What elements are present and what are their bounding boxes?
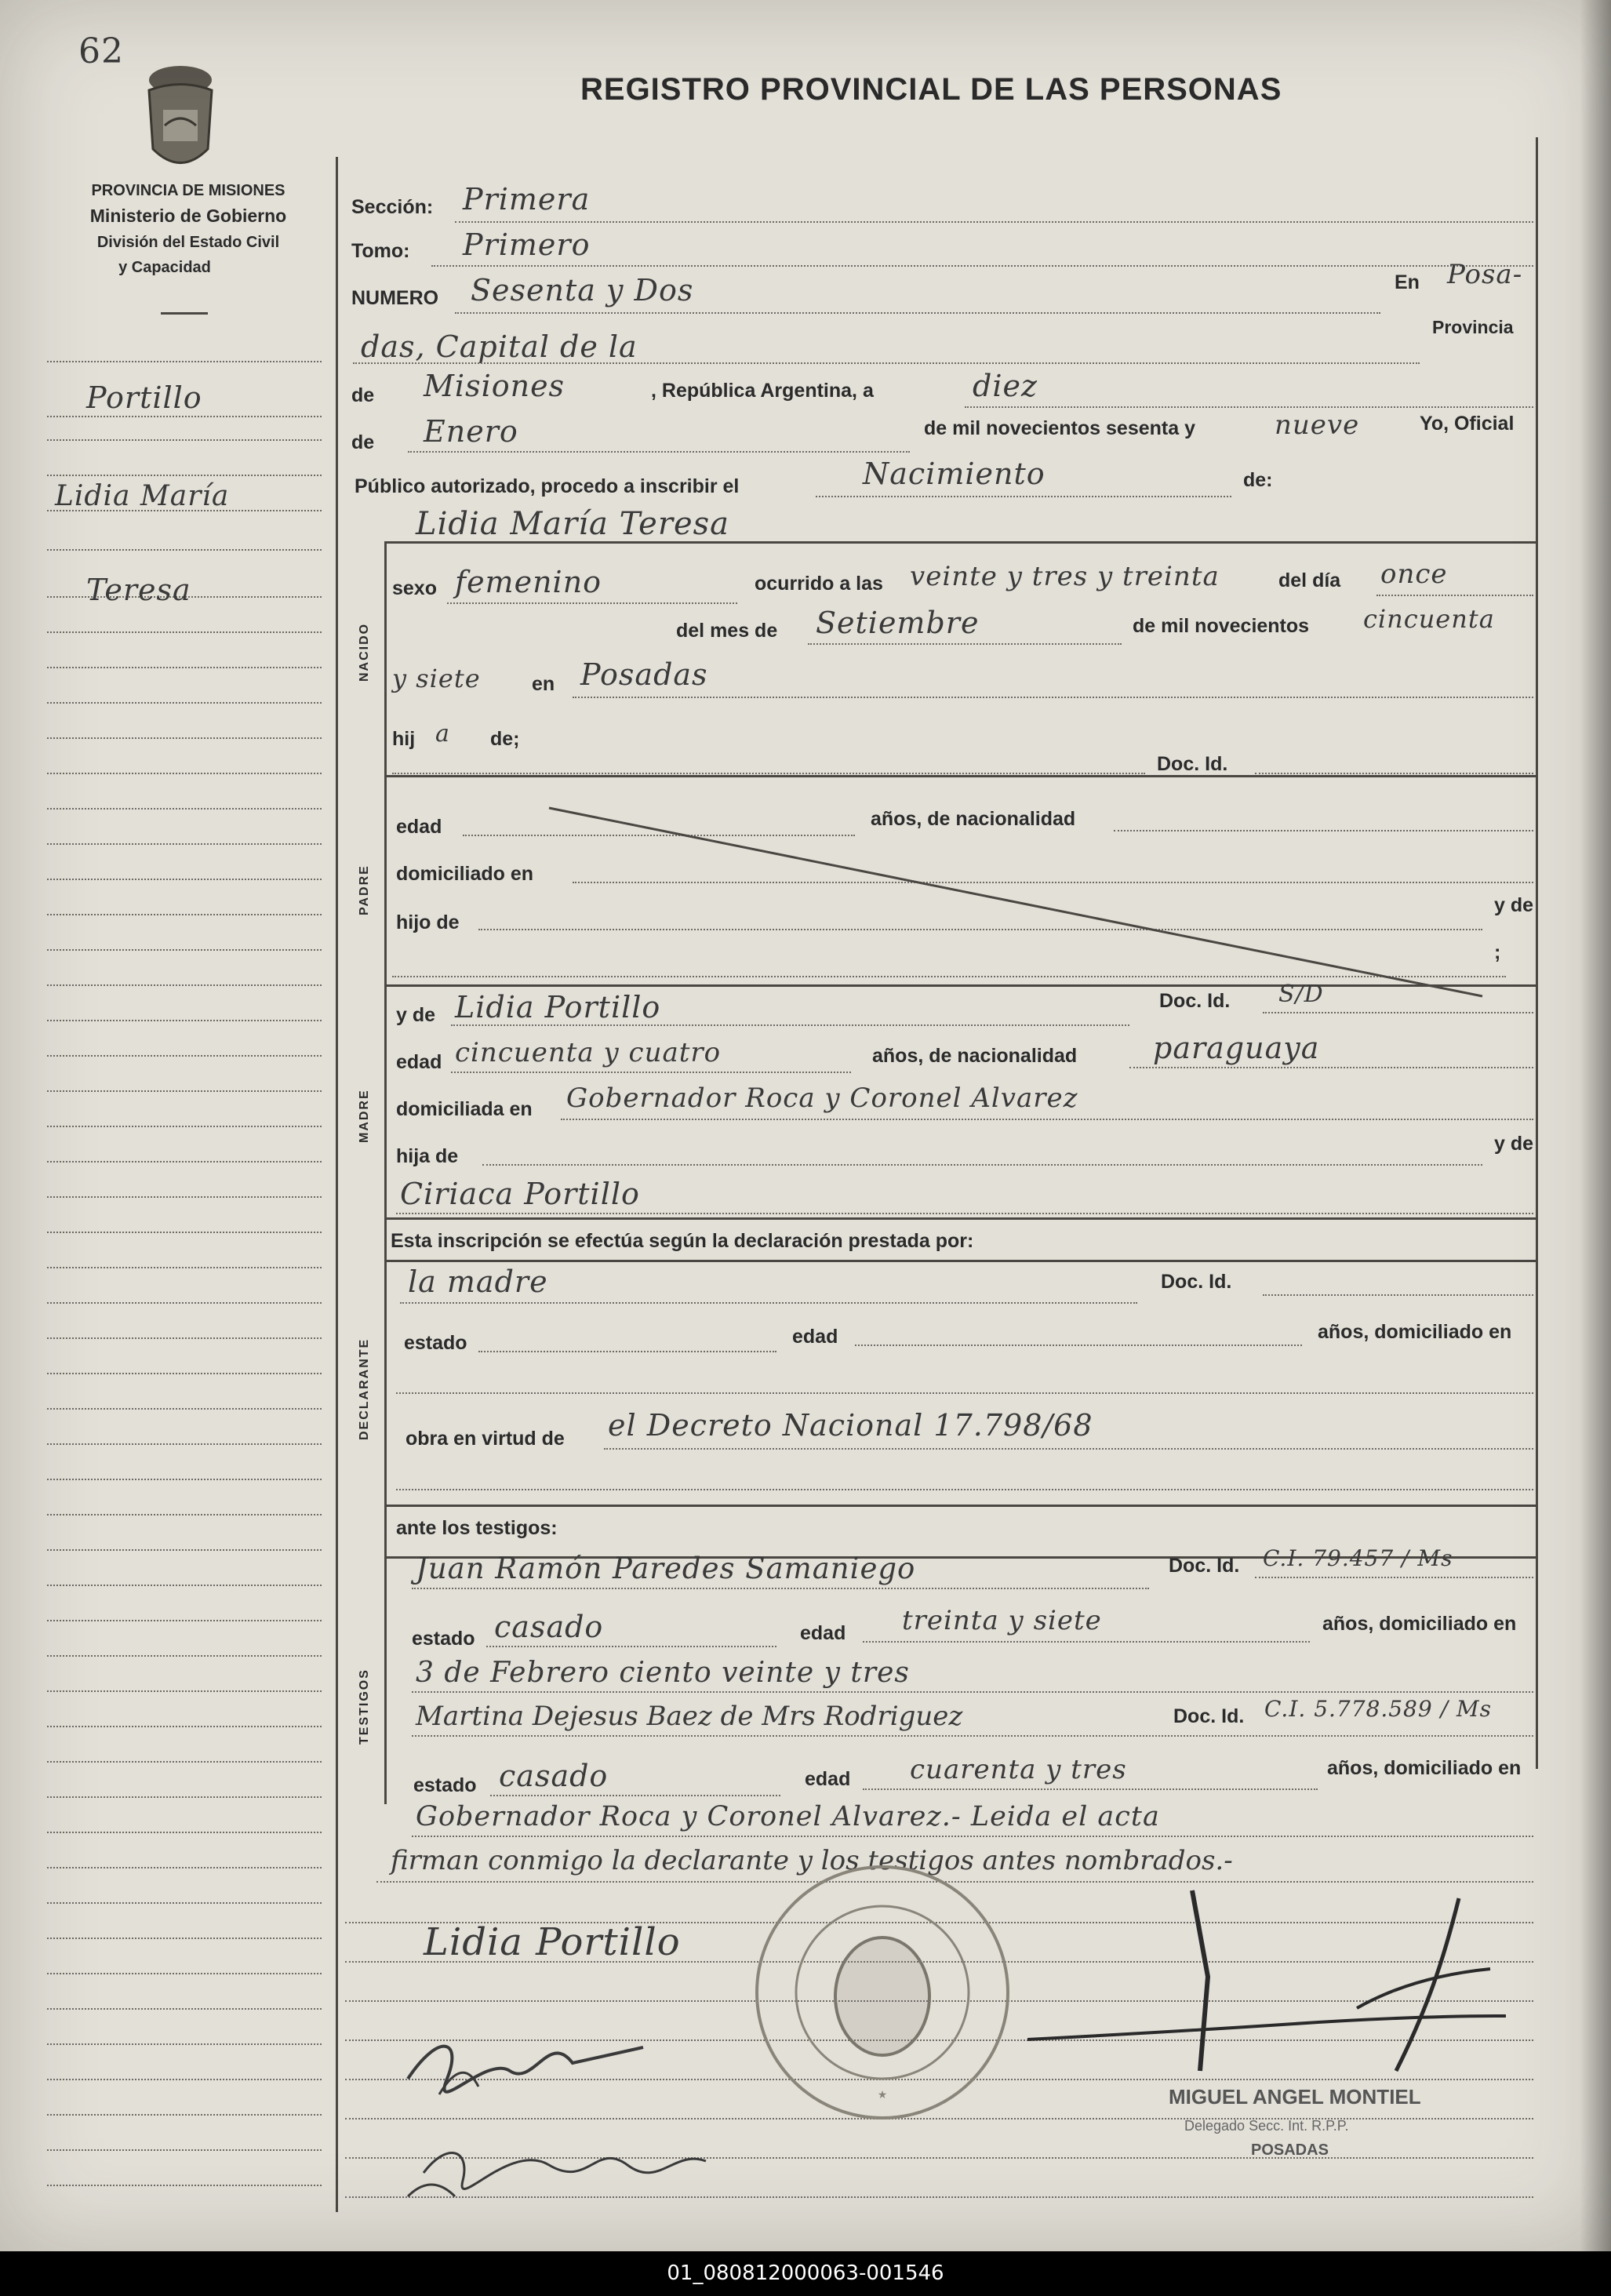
madre-edad-value: cincuenta y cuatro: [455, 1037, 722, 1068]
testigo1-edad-value: treinta y siete: [902, 1605, 1102, 1636]
anio-nac-2-value: y siete: [392, 664, 481, 693]
ministry-name: Ministerio de Gobierno: [89, 206, 287, 226]
page-edge-shadow: [1580, 0, 1611, 2251]
witness-signatures: [392, 2008, 753, 2212]
padre-edad-label: edad: [396, 816, 442, 838]
testigo1-estado-value: casado: [494, 1610, 604, 1644]
section-divider: [384, 1217, 1536, 1220]
yo-oficial-label: Yo, Oficial: [1420, 413, 1515, 435]
main-left-border: [336, 157, 338, 2212]
sexo-value: femenino: [455, 565, 602, 599]
t2-edad-label: edad: [805, 1768, 851, 1790]
padre-hijo-label: hijo de: [396, 911, 460, 933]
provincia-value: Misiones: [424, 369, 565, 403]
dia-nac-value: once: [1380, 559, 1448, 590]
obra-virtud-value: el Decreto Nacional 17.798/68: [608, 1408, 1093, 1443]
seccion-label: Sección:: [351, 196, 434, 218]
section-divider: [384, 984, 1536, 987]
de-label: de: [351, 384, 375, 406]
padre-nac-label: años, de nacionalidad: [871, 808, 1076, 830]
madre-y-de2-label: y de: [1494, 1133, 1534, 1155]
doc-id-label-5: Doc. Id.: [1173, 1705, 1245, 1727]
madre-dom-value: Gobernador Roca y Coronel Alvarez: [566, 1083, 1078, 1114]
numero-value: Sesenta y Dos: [471, 273, 694, 307]
en2-label: en: [532, 673, 555, 695]
madre-dom-label: domiciliada en: [396, 1098, 533, 1120]
t2-estado-label: estado: [413, 1774, 477, 1796]
anio-nac-1-value: cincuenta: [1363, 604, 1495, 634]
division-name: División del Estado Civil: [96, 234, 280, 251]
testigo1-doc-value: C.I. 79.457 / Ms: [1263, 1545, 1453, 1571]
tomo-value: Primero: [463, 227, 591, 262]
province-name: PROVINCIA DE MISIONES: [91, 182, 285, 199]
cierre-value: firman conmigo la declarante y los testigos antes nombrados.-: [391, 1845, 1233, 1876]
hora-value: veinte y tres y treinta: [910, 561, 1220, 592]
page-number: 62: [78, 31, 124, 71]
svg-text:★: ★: [877, 2089, 888, 2101]
madre-edad-label: edad: [396, 1051, 442, 1073]
page-title: REGISTRO PROVINCIAL DE LAS PERSONAS: [580, 72, 1282, 107]
padre-semicolon: ;: [1494, 941, 1501, 963]
margin-surname: Portillo: [86, 380, 202, 415]
city-value: das, Capital de la: [361, 329, 638, 364]
t1-anos-label: años, domiciliado en: [1322, 1613, 1517, 1635]
official-city: POSADAS: [1251, 2141, 1329, 2159]
section-divider: [384, 1505, 1536, 1507]
mes-value: Enero: [424, 414, 518, 449]
testigo2-edad-value: cuarenta y tres: [910, 1754, 1127, 1785]
t1-estado-label: estado: [412, 1628, 475, 1650]
official-signature: [1020, 1883, 1522, 2118]
madre-side-label: MADRE: [358, 1089, 371, 1143]
publico-label: Público autorizado, procedo a inscribir el: [355, 475, 740, 497]
de-mil-nov-label: de mil novecientos: [1133, 615, 1310, 637]
testigo1-dom-value: 3 de Febrero ciento veinte y tres: [416, 1657, 910, 1689]
decl-edad-label: edad: [792, 1326, 838, 1348]
testigos-side-label: TESTIGOS: [358, 1668, 371, 1745]
provincia-label: Provincia: [1432, 317, 1514, 337]
mil-novecientos-label: de mil novecientos sesenta y: [924, 417, 1195, 439]
declarante-value: la madre: [408, 1264, 548, 1299]
mes-nac-value: Setiembre: [816, 606, 980, 640]
en-label: En: [1395, 271, 1420, 293]
sexo-label: sexo: [392, 577, 437, 599]
madre-padre-value: Ciriaca Portillo: [400, 1177, 640, 1211]
divider: [161, 312, 208, 315]
republica-label: , República Argentina, a: [651, 380, 874, 402]
doc-id-label-4: Doc. Id.: [1169, 1555, 1240, 1577]
en-value: Posa-: [1447, 259, 1523, 290]
testigo1-value: Juan Ramón Paredes Samaniego: [416, 1552, 916, 1585]
padre-dom-label: domiciliado en: [396, 863, 534, 885]
madre-hija-label: hija de: [396, 1145, 459, 1167]
firma-madre: Lidia Portillo: [424, 1920, 681, 1964]
declarante-side-label: DECLARANTE: [358, 1337, 371, 1440]
decl-anos-label: años, domiciliado en: [1318, 1321, 1512, 1343]
official-seal-stamp: [749, 1859, 1016, 2126]
nacido-side-label: NACIDO: [358, 622, 371, 682]
margin-given-names: Lidia María: [55, 480, 230, 512]
main-right-border: [1536, 137, 1538, 1769]
de2-label: de: [351, 431, 375, 453]
acto-value: Nacimiento: [863, 457, 1046, 491]
madre-y-de-label: y de: [396, 1004, 436, 1026]
t1-edad-label: edad: [800, 1622, 846, 1644]
t2-anos-label: años, domiciliado en: [1327, 1757, 1522, 1779]
doc-id-label-1: Doc. Id.: [1157, 753, 1228, 775]
section-divider: [384, 1260, 1536, 1262]
nombre-value: Lidia María Teresa: [416, 506, 730, 542]
madre-nac-value: paraguaya: [1153, 1031, 1320, 1065]
de3-label: de:: [1243, 469, 1273, 491]
dia-value: diez: [973, 369, 1038, 403]
footer-id: 01_080812000063-001546: [0, 2251, 1611, 2296]
anio-value: nueve: [1275, 409, 1360, 441]
crossed-out-line: [541, 800, 1490, 1004]
official-name: MIGUEL ANGEL MONTIEL: [1169, 2085, 1421, 2109]
decl-estado-label: estado: [404, 1332, 467, 1354]
obra-virtud-label: obra en virtud de: [405, 1428, 565, 1450]
esta-inscripcion-label: Esta inscripción se efectúa según la declaración prestada por:: [391, 1230, 974, 1252]
testigo2-dom-value: Gobernador Roca y Coronel Alvarez.- Leida el acta: [416, 1801, 1160, 1832]
official-title: Delegado Secc. Int. R.P.P.: [1184, 2118, 1349, 2134]
padre-y-de-label: y de: [1494, 894, 1534, 916]
testigo2-estado-value: casado: [499, 1759, 609, 1793]
lugar-nac-value: Posadas: [580, 657, 708, 692]
section-divider: [384, 775, 1536, 777]
section-left-rule: [384, 541, 387, 1804]
coat-of-arms-logo: [133, 63, 227, 180]
hij-suffix-value: a: [435, 720, 450, 748]
madre-nombre-value: Lidia Portillo: [455, 990, 661, 1024]
testigo2-doc-value: C.I. 5.778.589 / Ms: [1264, 1696, 1492, 1722]
madre-nac-label: años, de nacionalidad: [872, 1045, 1078, 1067]
padre-side-label: PADRE: [358, 864, 371, 915]
seccion-value: Primera: [463, 182, 591, 217]
ante-testigos-label: ante los testigos:: [396, 1517, 558, 1539]
del-mes-label: del mes de: [676, 620, 778, 642]
tomo-label: Tomo:: [351, 240, 410, 262]
numero-label: NUMERO: [351, 287, 439, 309]
hij-de-label: de;: [490, 728, 520, 750]
hij-label: hij: [392, 728, 416, 750]
doc-id-label-2: Doc. Id.: [1159, 990, 1231, 1012]
margin-third-name: Teresa: [86, 573, 191, 607]
testigo2-value: Martina Dejesus Baez de Mrs Rodriguez: [416, 1701, 963, 1732]
ocurrido-label: ocurrido a las: [755, 573, 883, 595]
del-dia-label: del día: [1278, 569, 1341, 591]
madre-doc-value: S/D: [1278, 981, 1324, 1008]
capacity-label: y Capacidad: [118, 259, 211, 276]
doc-id-label-3: Doc. Id.: [1161, 1271, 1232, 1293]
